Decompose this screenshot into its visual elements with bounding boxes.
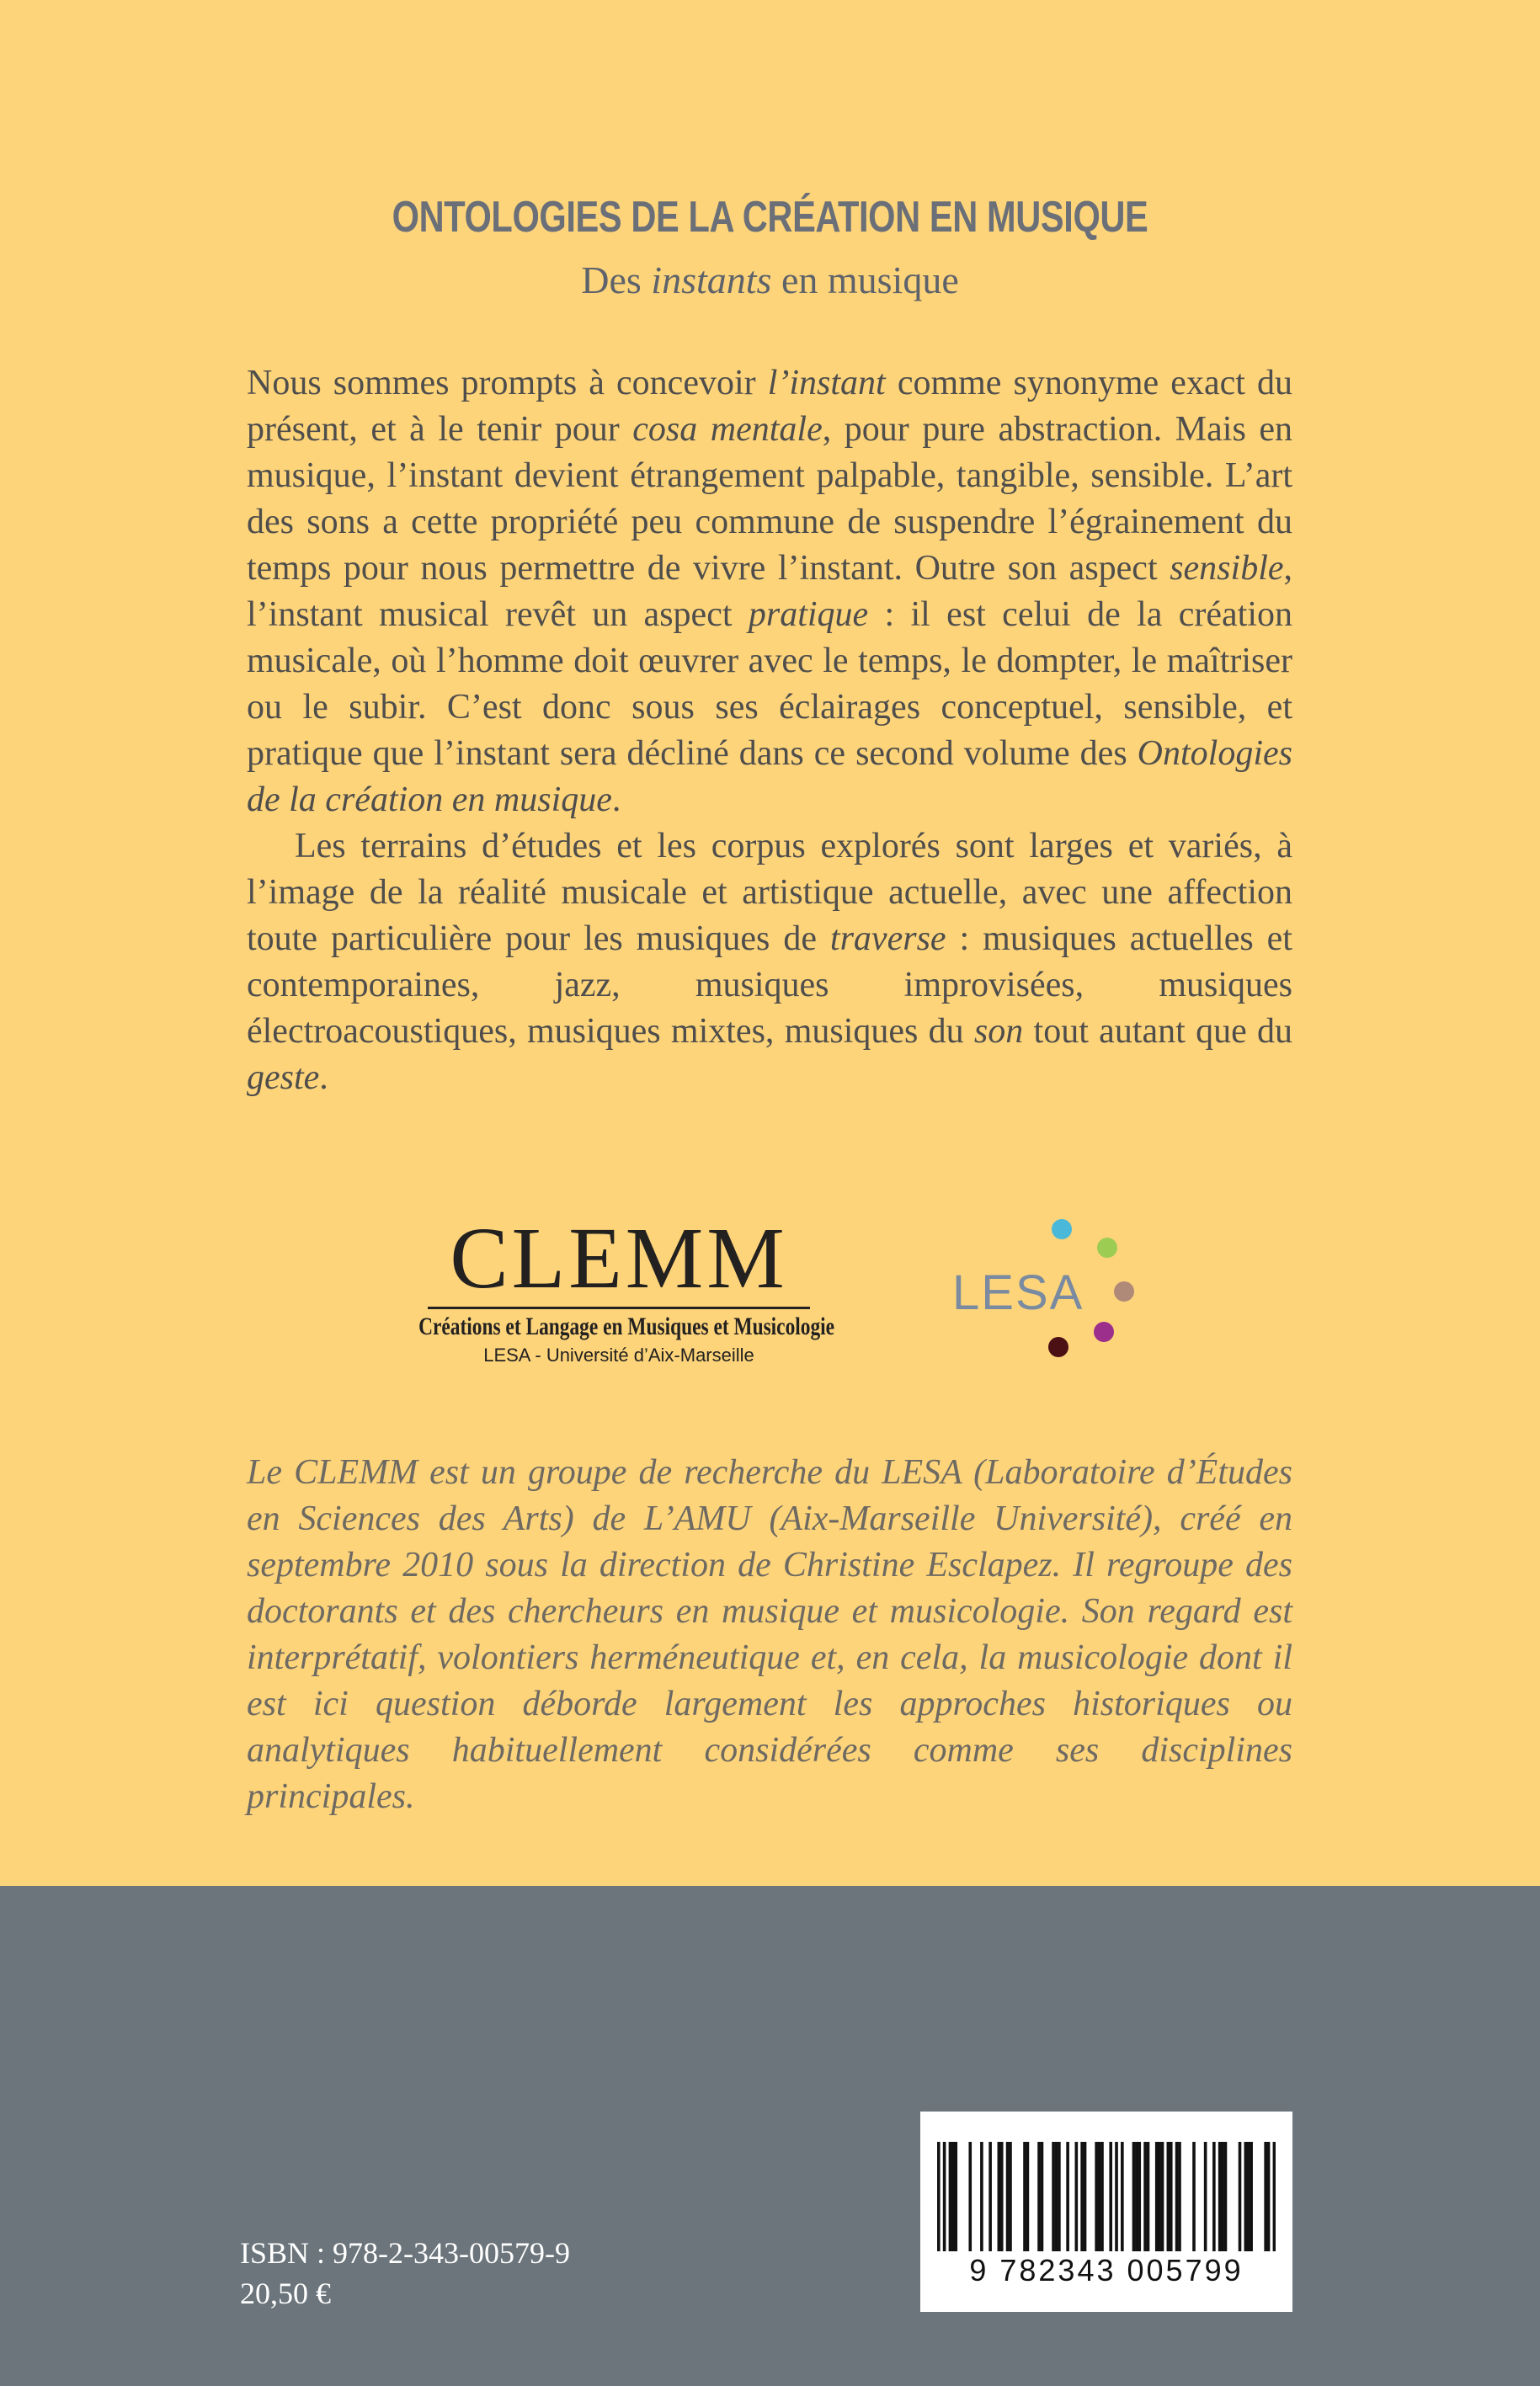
lesa-dot-icon xyxy=(1097,1238,1117,1258)
barcode-bars xyxy=(937,2142,1276,2251)
italic-run: l’instant xyxy=(767,364,886,402)
cover-bottom-band xyxy=(0,1886,1540,2386)
blurb xyxy=(247,360,1292,1101)
barcode-bar xyxy=(1095,2142,1098,2251)
barcode-bar xyxy=(1175,2142,1179,2251)
lesa-logo xyxy=(947,1212,1141,1372)
barcode-bar xyxy=(1170,2142,1173,2251)
barcode-bar xyxy=(1178,2142,1181,2251)
barcode-bar xyxy=(1058,2142,1061,2251)
barcode-bar xyxy=(1026,2142,1030,2251)
barcode-bar xyxy=(980,2142,983,2251)
blurb-paragraph-1 xyxy=(247,360,1292,823)
barcode-bar xyxy=(1135,2142,1138,2251)
text-run: . xyxy=(319,1058,328,1097)
barcode-bar xyxy=(954,2142,957,2251)
barcode-bar xyxy=(1006,2142,1010,2251)
barcode-bar xyxy=(1155,2142,1159,2251)
barcode-bar xyxy=(1192,2142,1196,2251)
barcode-bar xyxy=(988,2142,992,2251)
barcode-bar xyxy=(1161,2142,1164,2251)
barcode-bar xyxy=(1167,2142,1170,2251)
barcode-bar xyxy=(998,2142,1001,2251)
italic-run: traverse xyxy=(829,919,946,958)
barcode-bar xyxy=(1212,2142,1216,2251)
clemm-logo-affiliation: LESA - Université d’Aix-Marseille xyxy=(483,1345,754,1366)
italic-run: pratique xyxy=(748,595,869,634)
italic-run: Ontologies de la création en musique xyxy=(247,734,1292,819)
barcode-bar xyxy=(1244,2142,1248,2251)
barcode-bar xyxy=(968,2142,972,2251)
barcode-bar xyxy=(1075,2142,1079,2251)
clemm-logo-rule xyxy=(428,1307,810,1309)
barcode xyxy=(920,2112,1292,2312)
clemm-logo-subtitle: Créations et Langage en Musiques et Musicologie xyxy=(418,1313,835,1340)
barcode-bar xyxy=(1115,2142,1118,2251)
barcode-bar xyxy=(951,2142,955,2251)
barcode-bar xyxy=(1218,2142,1222,2251)
barcode-bar xyxy=(1158,2142,1161,2251)
barcode-bar xyxy=(1109,2142,1112,2251)
text-run: , l’instant musical revêt un aspect xyxy=(247,549,1292,634)
barcode-bar xyxy=(1239,2142,1242,2251)
lesa-dot-icon xyxy=(1094,1322,1114,1342)
isbn-text: ISBN : 978-2-343-00579-9 xyxy=(240,2236,570,2270)
lesa-dot-icon xyxy=(1114,1281,1134,1302)
italic-run: son xyxy=(973,1012,1024,1051)
barcode-bar xyxy=(1084,2142,1087,2251)
barcode-bar xyxy=(1023,2142,1026,2251)
book-subtitle xyxy=(0,258,1540,302)
barcode-bar xyxy=(1221,2142,1224,2251)
text-run: comme synonyme exact du présent, et à le tenir pour xyxy=(247,364,1292,449)
text-run: . xyxy=(611,780,621,819)
lesa-logo-text: LESA xyxy=(952,1265,1084,1320)
subtitle-emphasis: instants xyxy=(651,258,772,301)
barcode-bar xyxy=(1138,2142,1141,2251)
barcode-bar xyxy=(1009,2142,1012,2251)
lesa-dot-icon xyxy=(1048,1337,1068,1357)
barcode-bar xyxy=(943,2142,946,2251)
text-run: Nous sommes prompts à concevoir xyxy=(247,364,768,402)
barcode-bar xyxy=(1204,2142,1207,2251)
barcode-bar xyxy=(1264,2142,1267,2251)
barcode-bar xyxy=(1121,2142,1124,2251)
subtitle-part: Des xyxy=(581,258,652,301)
barcode-bar xyxy=(1000,2142,1004,2251)
italic-run: geste xyxy=(247,1058,320,1097)
text-run: : musiques actuelles et contemporaines, jazz, musiques improvisées, musiques électroacoustiques, musiques mixtes, musiques du xyxy=(247,919,1292,1051)
blurb-paragraph-2 xyxy=(247,823,1292,1101)
barcode-bar xyxy=(1132,2142,1136,2251)
barcode-bar xyxy=(1273,2142,1276,2251)
barcode-bar xyxy=(949,2142,952,2251)
barcode-bar xyxy=(1247,2142,1250,2251)
subtitle-part: en musique xyxy=(771,258,959,301)
barcode-bar xyxy=(1100,2142,1104,2251)
barcode-bar xyxy=(1147,2142,1150,2251)
barcode-number: 9 782343 005799 xyxy=(969,2253,1244,2287)
barcode-bar xyxy=(1098,2142,1101,2251)
text-run: tout autant que du xyxy=(1023,1012,1292,1051)
barcode-bar xyxy=(1250,2142,1253,2251)
barcode-bar xyxy=(1052,2142,1055,2251)
barcode-bar xyxy=(937,2142,941,2251)
barcode-bar xyxy=(1055,2142,1058,2251)
price-text: 20,50 € xyxy=(240,2277,331,2310)
italic-run: sensible xyxy=(1170,549,1284,588)
group-description: Le CLEMM est un groupe de recherche du LESA (Laboratoire d’Études en Sciences des Arts) de L’AMU (Aix-Marseille Université), créé en septembre 2010 sous la direction de Christine Esclapez. Il regroupe des doctorants et des chercheurs en musique et musicologie. Son regard est interprétatif, volontiers herméneutique et, en cela, la musicologie dont il est ici question déborde largement les approches historiques ou analytiques habituellement considérées comme ses disciplines principales. xyxy=(247,1453,1292,1816)
book-title: ONTOLOGIES DE LA CRÉATION EN MUSIQUE xyxy=(392,193,1148,242)
barcode-bar xyxy=(1041,2142,1044,2251)
text-run: Les terrains d’études et les corpus explorés sont larges et variés, à l’image de la réalité musicale et artistique actuelle, avec une affection toute particulière pour les musiques de xyxy=(247,827,1292,958)
text-run: , pour pure abstraction. Mais en musique, l’instant devient étrangement palpable, tangible, sensible. L’art des sons a cette propriété peu commune de suspendre l’égrainement du temps pour nous permettre de vivre l’instant. Outre son aspect xyxy=(247,410,1292,588)
isbn-block xyxy=(240,2233,570,2314)
barcode-bar xyxy=(1224,2142,1228,2251)
clemm-logo-title: CLEMM xyxy=(450,1210,788,1307)
italic-run: cosa mentale xyxy=(632,410,823,449)
barcode-bar xyxy=(1066,2142,1069,2251)
barcode-bar xyxy=(1080,2142,1084,2251)
barcode-bar xyxy=(1143,2142,1147,2251)
lesa-dot-icon xyxy=(1052,1219,1072,1239)
text-run: : il est celui de la création musicale, où l’homme doit œuvrer avec le temps, le dompter, le maîtriser ou le subir. C’est donc sous ses éclairages conceptuel, sensible, et pratique que l’instant sera décliné dans ce second volume des xyxy=(247,595,1292,773)
barcode-bar xyxy=(1037,2142,1041,2251)
barcode-bar xyxy=(1267,2142,1271,2251)
clemm-logo xyxy=(413,1210,835,1366)
